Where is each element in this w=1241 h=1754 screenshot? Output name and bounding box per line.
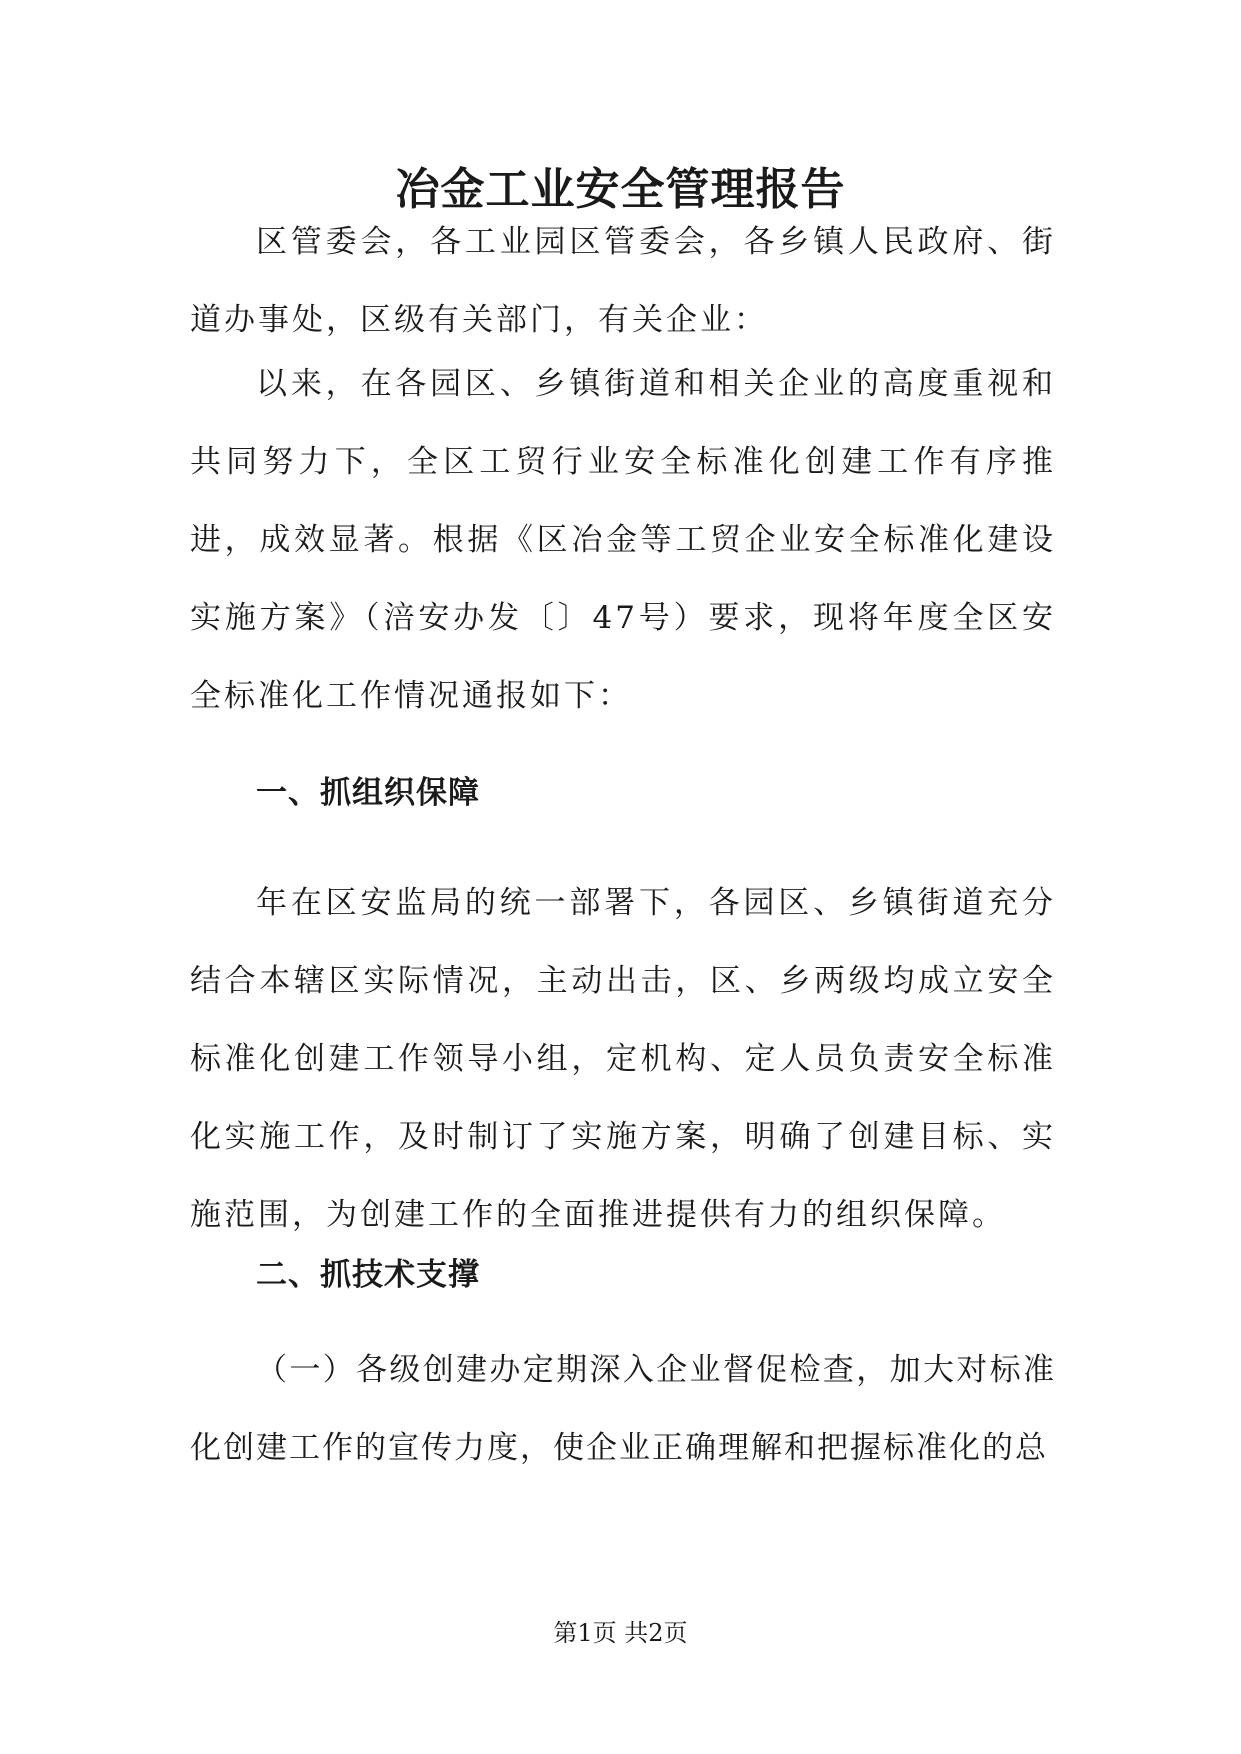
section-2-heading: 二、抓技术支撑 [256,1257,480,1293]
salutation-paragraph: 区管委会，各工业园区管委会，各乡镇人民政府、街道办事处，区级有关部门，有关企业： [190,224,1056,338]
intro-paragraph: 以来，在各园区、乡镇街道和相关企业的高度重视和共同努力下，全区工贸行业安全标准化创建工作有序推进，成效显著。根据《区冶金等工贸企业安全标准化建设实施方案》（涪安办发〔〕47号）要求，现将年度全区安全标准化工作情况通报如下： [190,366,1056,714]
section-1-paragraph: 年在区安监局的统一部署下，各园区、乡镇街道充分结合本辖区实际情况，主动出击，区、乡两级均成立安全标准化创建工作领导小组，定机构、定人员负责安全标准化实施工作，及时制订了实施方案，明确了创建目标、实施范围，为创建工作的全面推进提供有力的组织保障。 [190,885,1056,1233]
page-number-footer: 第1页 共2页 [553,1619,688,1647]
section-2-paragraph: （一）各级创建办定期深入企业督促检查，加大对标准化创建工作的宣传力度，使企业正确理解和把握标准化的总 [190,1352,1056,1466]
document-title: 冶金工业安全管理报告 [395,164,846,215]
section-1-heading: 一、抓组织保障 [256,775,480,811]
